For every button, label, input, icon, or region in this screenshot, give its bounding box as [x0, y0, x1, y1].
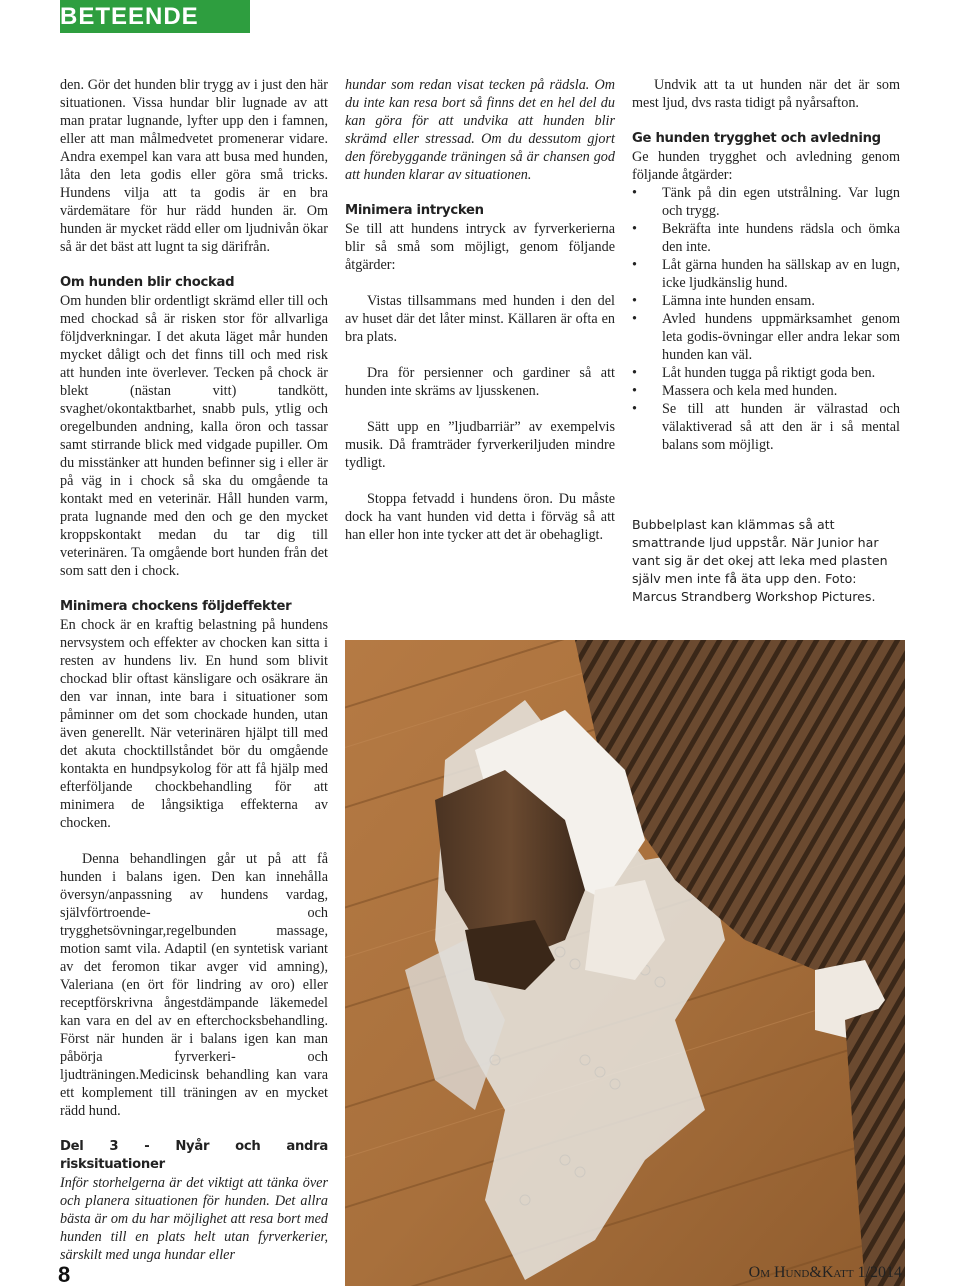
- dog-photo-illustration: [345, 640, 905, 1286]
- paragraph-vistas: Vistas tillsammans med hunden i den del av huset där det låter minst. Källaren är ofta en bra plats.: [345, 293, 615, 345]
- paragraph-undvik: Undvik att ta ut hunden när det är som mest ljud, dvs rasta tidigt på nyårsafton.: [632, 77, 900, 111]
- heading-trygghet: Ge hunden trygghet och avledning: [632, 131, 881, 146]
- dog-photo: [345, 640, 905, 1286]
- paragraph-intro: den. Gör det hunden blir trygg av i just den här situationen. Vissa hundar blir lugnade av att man pratar lugnande, lyfter upp den i famnen, eller att man målmedvetet promenerar vidare. Andra exempel kan vara att busa med hunden, låta den leta godis eller göra små tricks. Hundens vilja att ta godis är en bra värdemätare för hur rädd hunden är. Om hunden är mycket rädd eller om ljudnivån ökar så är det bäst att lugnt ta sig därifrån.: [60, 77, 328, 255]
- paragraph-foljdeffekter: En chock är en kraftig belastning på hundens nervsystem och effekter av chocken kan sitta i resten av hundens liv. En hund som blivit chockad blir oftast känsligare och osäkrare än den var innan, inte bara i situationer som påminner om det som chockade hunden, utan även generellt. När veterinären hjälpt till med det akuta chocktillståndet bör du omgående kontakta en hundpsykolog för att få hjälp med efterföljande chockbehandling för att minimera de långsiktiga effekterna av chocken.: [60, 617, 328, 831]
- heading-chockad: Om hunden blir chockad: [60, 275, 235, 290]
- paragraph-behandling: Denna behandlingen går ut på att få hunden i balans igen. Den kan innehålla översyn/anpassning av hundens vardag, självförtroende- och trygghetsövningar,regelbunden massage, motion samt vila. Adaptil (en syntetisk variant av det feromon tikar avger vid amning), Valeriana (en ört för lindring av oro) eller receptförskrivna ångestdämpande läkemedel kan vara en del av en efterchocksbehandling. Först när hunden är i balans igen kan man påbörja fyrverkeri- och ljudträningen.Medicinsk behandling kan vara ett komplement till träningen av en mycket rädd hund.: [60, 851, 328, 1119]
- section-title: BETEENDE: [60, 3, 199, 30]
- paragraph-del3: Inför storhelgerna är det viktigt att tänka över och planera situationen för hunden. Det allra bästa är om du har möjlighet att resa bort med hunden till en plats helt utan fyrverkerier, särskilt med unga hundar eller: [60, 1175, 328, 1263]
- paragraph-continued: hundar som redan visat tecken på rädsla. Om du inte kan resa bort så finns det en hel del du kan göra för att undvika att hunden blir skrämd eller stressad. Om du dessutom gjort den förebyggande träningen så är chansen god att hunden klarar av situationen.: [345, 77, 615, 183]
- heading-del3: Del 3 - Nyår och andra risksituationer: [60, 1139, 328, 1172]
- list-item: • Se till att hunden är välrastad och välaktiverad så att den är i så mental balans som möjligt.: [632, 400, 900, 454]
- paragraph-ljudbarriar: Sätt upp en ”ljudbarriär” av exempelvis musik. Då framträder fyrverkeriljuden mindre tydligt.: [345, 419, 615, 471]
- heading-intrycken: Minimera intrycken: [345, 203, 484, 218]
- bullet-list: [632, 184, 900, 454]
- paragraph-chockad: Om hunden blir ordentligt skrämd eller till och med chockad så är risken stor för allvarliga följdverkningar. I det akuta läget mår hunden mycket dåligt och det finns till och med risk att hunden inte överlever. Tecken på chock är blekt (nästan vitt) tandkött, svaghet/okontaktbarhet, snabb puls, ytlig och oregelbunden andning, kalla öron och tassar samt stirrande blick med vidgade pupiller. Om du misstänker att hunden befinner sig i eller är på väg in i chock så ska du omgående ta kontakt med en veterinär. Håll hunden varm, prata lugnande med den och ge den mycket kroppskontakt medan du tar dig till veterinären. Ta omgående bort hunden från det som satt den i chock.: [60, 293, 328, 579]
- magazine-issue: Om Hund&Katt 1/2014: [748, 1264, 902, 1281]
- list-item: • Avled hundens uppmärksamhet genom leta godis-övningar eller andra lekar som hunden kan väl.: [632, 310, 900, 364]
- column-3: [632, 76, 900, 454]
- page-number: 8: [58, 1262, 71, 1287]
- column-1: [60, 76, 328, 1264]
- heading-foljdeffekter: Minimera chockens följdeffekter: [60, 599, 292, 614]
- list-item: • Tänk på din egen utstrålning. Var lugn och trygg.: [632, 184, 900, 220]
- column-2: [345, 76, 615, 544]
- list-item: • Låt hunden tugga på riktigt goda ben.: [632, 364, 900, 382]
- photo-caption: Bubbelplast kan klämmas så att smattrande ljud uppstår. När Junior har vant sig är det okej att leka med plasten själv men inte få äta upp den. Foto: Marcus Strandberg Workshop Pictures.: [632, 517, 888, 604]
- list-item: • Bekräfta inte hundens rädsla och ömka den inte.: [632, 220, 900, 256]
- paragraph-persienner: Dra för persienner och gardiner så att hunden inte skräms av ljusskenen.: [345, 365, 615, 399]
- list-item: • Massera och kela med hunden.: [632, 382, 900, 400]
- list-item: • Lämna inte hunden ensam.: [632, 292, 900, 310]
- paragraph-trygghet: Ge hunden trygghet och avledning genom följande åtgärder:: [632, 149, 900, 183]
- list-item: • Låt gärna hunden ha sällskap av en lugn, icke ljudkänslig hund.: [632, 256, 900, 292]
- paragraph-intrycken: Se till att hundens intryck av fyrverkerierna blir så små som möjligt, genom följande åtgärder:: [345, 221, 615, 273]
- paragraph-fetvadd: Stoppa fetvadd i hundens öron. Du måste dock ha vant hunden vid detta i förväg så att han eller hon inte tycker att det är obehagligt.: [345, 491, 615, 543]
- section-header: [60, 0, 250, 33]
